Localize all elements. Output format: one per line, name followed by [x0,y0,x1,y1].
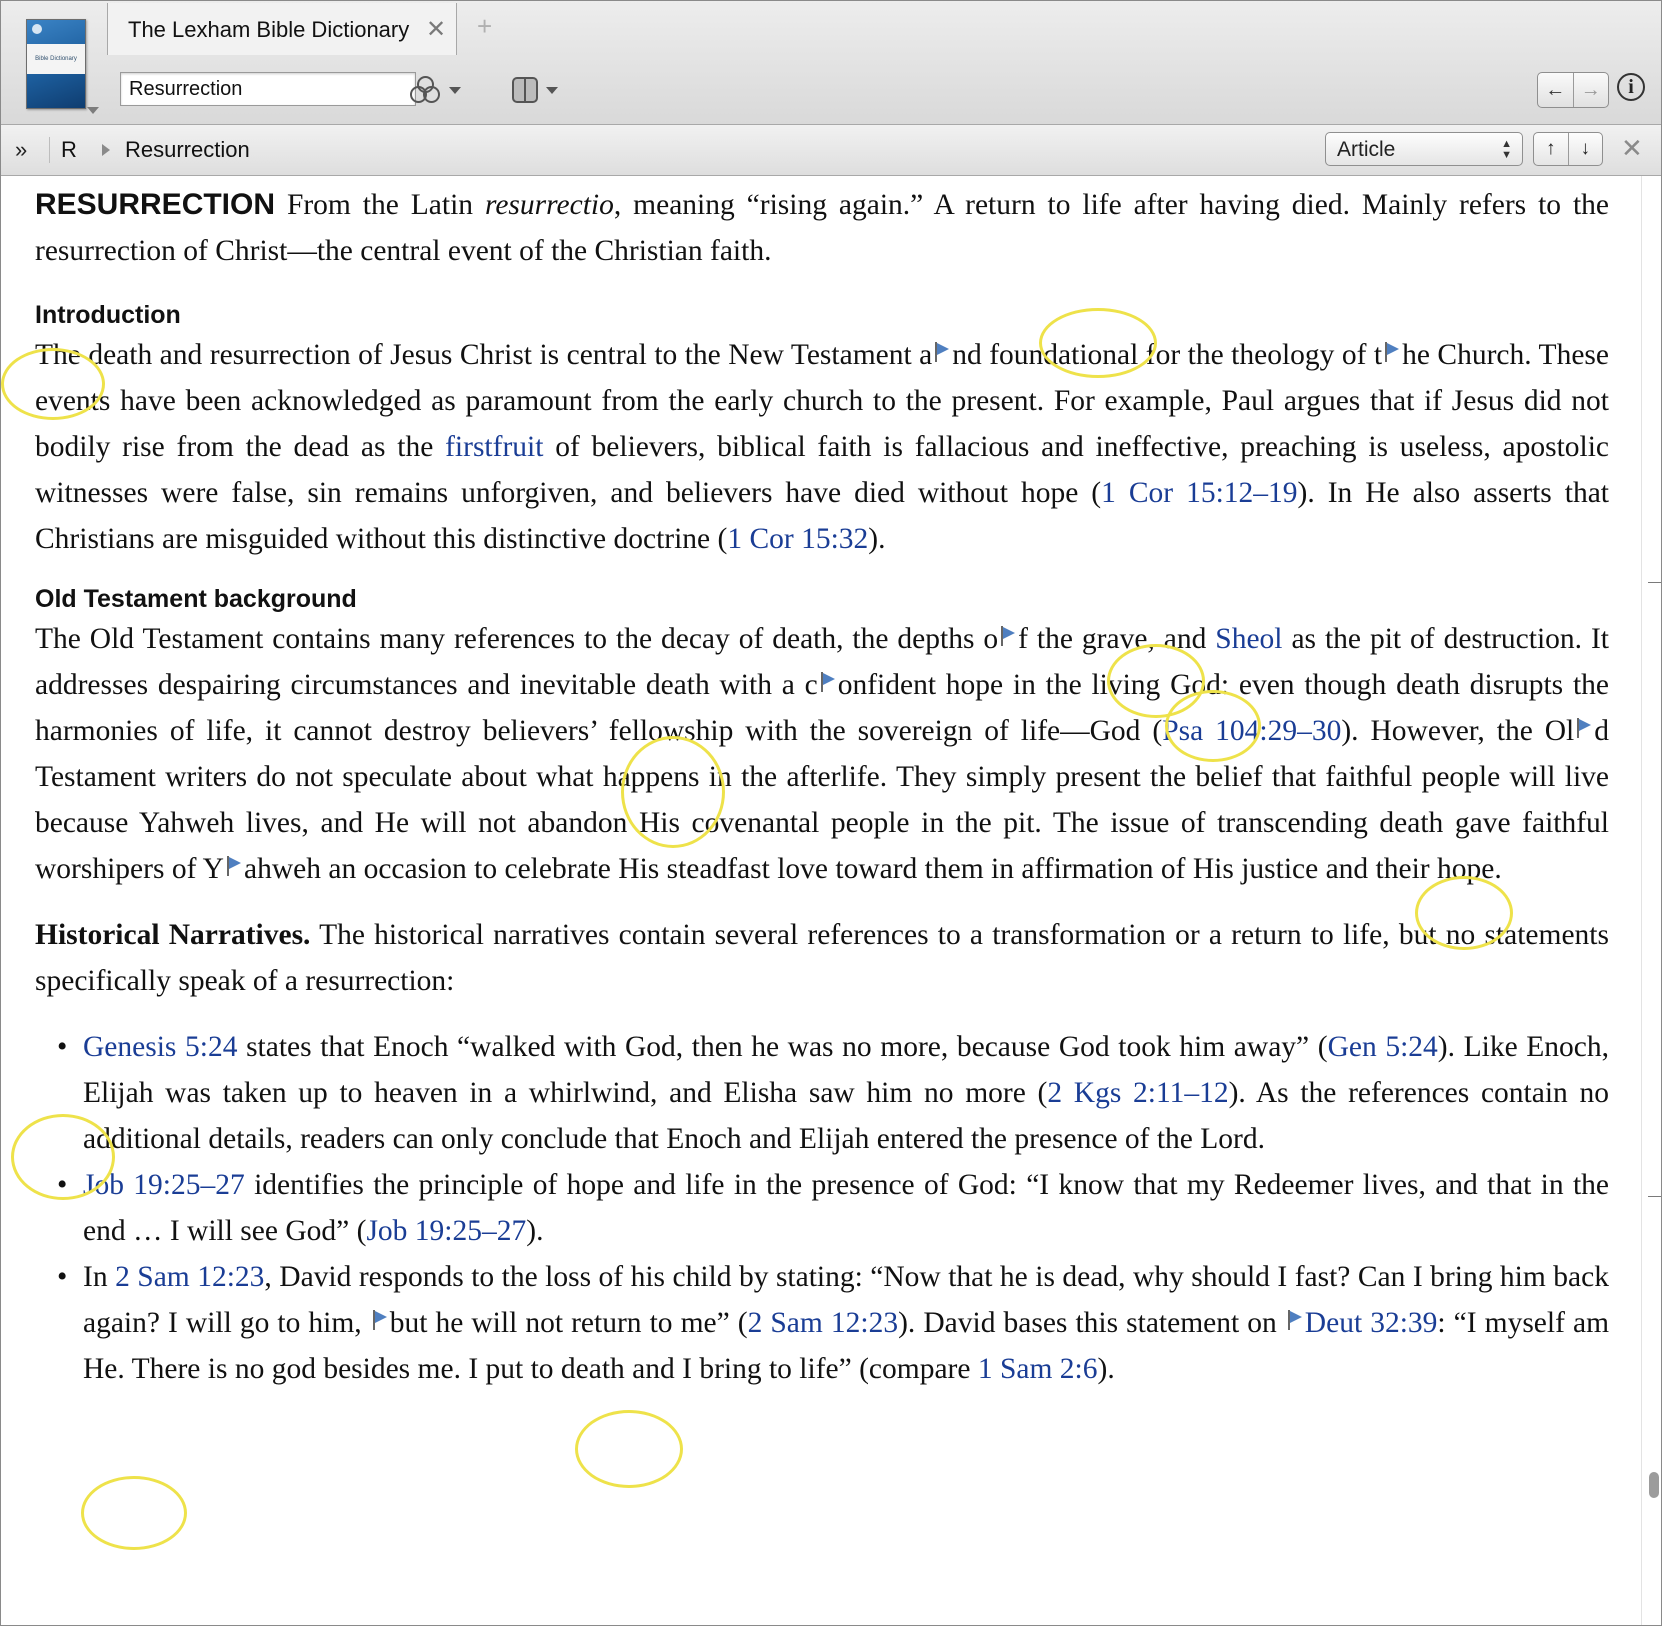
section-type-value: Article [1337,138,1396,161]
subheading-historical-narratives: Historical Narratives. [35,919,311,951]
flag-icon[interactable] [933,342,951,362]
section-type-select[interactable] [1325,132,1523,166]
previous-section-arrow-icon[interactable]: ↑ [1546,138,1556,159]
lede-latin: resurrectio [484,189,614,221]
heading-introduction: Introduction [35,301,181,329]
text-run: ). [1097,1353,1115,1385]
flag-icon[interactable] [999,626,1017,646]
cover-band [27,44,85,74]
toolbar-area [1,1,1661,125]
bullet: • [57,1261,68,1293]
text-run: ). However, the Ol [1341,715,1575,747]
text-run: The historical narratives contain several references to a transformation or a return to life, but no statements specifically speak of a resurrection: [35,919,1609,997]
bullet: • [57,1169,68,1201]
scrollbar[interactable] [1641,176,1662,1625]
list-item [35,1024,1609,1162]
highlight-ring [575,1410,683,1488]
bible-reference-link[interactable]: 2 Sam 12:23 [115,1261,265,1293]
scroll-thumb[interactable] [1649,1472,1659,1498]
paragraph-historical-narratives [35,912,1609,1004]
logo-icon [32,24,42,34]
text-run: nd foundational for the theology of t [952,339,1383,371]
tab-title: The Lexham Bible Dictionary [128,17,410,42]
text-run: ). David bases this statement on [898,1307,1285,1339]
text-run: ). In He also asserts that Christians are misguided without this distinctive doctrine ( [35,477,1609,555]
breadcrumb-chevron-right-icon [102,144,110,156]
resource-cover-image[interactable] [26,19,86,109]
tab-close-icon[interactable]: ✕ [426,16,447,43]
text-run: , David responds to the loss of his child by stating: “Now that he is dead, why should I fast? Can I bring him back again? I will go to him, [83,1261,1609,1339]
divider [49,137,50,163]
scroll-marker [1648,582,1662,583]
flag-icon[interactable] [1286,1310,1304,1330]
bible-reference-link[interactable]: Genesis 5:24 [83,1031,238,1063]
list-item [35,1162,1609,1254]
paragraph-old-testament [35,616,1609,892]
history-nav [1537,72,1609,108]
bible-reference-link[interactable]: Job 19:25–27 [366,1215,527,1247]
text-run: he Church. These events have been acknowledged as paramount from the early church to the present. For example, Paul argues that if Jesus did not bodily rise from the dead as the [35,339,1609,463]
article-lede [35,182,1609,274]
tab-strip [107,1,1661,55]
list-item [35,1254,1609,1392]
text-run: The Old Testament contains many references to the decay of death, the depths o [35,623,999,655]
tab-lexham-bible-dictionary[interactable] [107,3,457,55]
forward-arrow-icon[interactable]: → [1573,73,1609,107]
bible-reference-link[interactable]: 1 Cor 15:12–19 [1101,477,1298,509]
back-arrow-icon[interactable]: ← [1545,78,1566,101]
flag-icon[interactable] [819,672,837,692]
section-stepper [1533,132,1603,166]
flag-icon[interactable] [225,856,243,876]
flag-icon[interactable] [371,1310,389,1330]
text-run: The death and resurrection of Jesus Christ is central to the New Testament a [35,339,933,371]
breadcrumb [1,125,1661,176]
bible-reference-link[interactable]: 2 Kgs 2:11–12 [1047,1077,1229,1109]
text-run: ). [868,523,886,555]
entry-word: RESURRECTION [35,188,276,221]
close-icon[interactable]: ✕ [1621,133,1643,163]
text-run: In [83,1261,116,1293]
bullet: • [57,1031,68,1063]
lede-text: , meaning “rising again.” A return to life after having died. Mainly refers to the resurrection of Christ—the central event of the Christian faith. [35,189,1609,267]
bible-reference-link[interactable]: Gen 5:24 [1327,1031,1438,1063]
text-run: ). [526,1215,544,1247]
panel-layout-button[interactable] [512,73,558,107]
text-run: states that Enoch “walked with God, then he was no more, because God took him away” ( [237,1031,1328,1063]
expand-toc-icon[interactable]: » [15,137,28,162]
visual-filter-button[interactable] [409,73,461,107]
lede-text: From the Latin [275,189,485,221]
text-run: f the grave, and [1018,623,1216,655]
next-section-arrow-icon[interactable]: ↓ [1568,133,1603,165]
panel-layout-icon [512,77,538,103]
narratives-list [35,1024,1609,1392]
info-icon[interactable]: i [1617,73,1645,101]
cover-menu-chevron-down-icon[interactable] [87,107,99,114]
breadcrumb-item-current[interactable]: Resurrection [125,137,250,162]
link-sheol[interactable]: Sheol [1215,623,1283,655]
new-tab-plus-icon[interactable]: + [477,11,493,41]
text-run: identifies the principle of hope and life in the presence of God: “I know that my Redeemer lives, and that in the end … I will see God” ( [83,1169,1609,1247]
text-run: as the pit of destruction. It addresses despairing circumstances and inevitable death with a c [35,623,1609,701]
text-run: onfident hope in the living God: even though death disrupts the harmonies of life, it cannot destroy believers’ fellowship with the sovereign of life—God ( [35,669,1609,747]
visual-filters-icon [409,75,441,105]
text-run: : “I myself am He. There is no god besides me. I put to death and I bring to life” (compare [83,1307,1610,1385]
bible-reference-link[interactable]: 1 Sam 2:6 [977,1353,1098,1385]
flag-icon[interactable] [1575,718,1593,738]
flag-icon[interactable] [1383,342,1401,362]
bible-reference-link[interactable]: 1 Cor 15:32 [727,523,869,555]
bible-reference-link[interactable]: Psa 104:29–30 [1162,715,1342,747]
text-run: ). Like Enoch, Elijah was taken up to heaven in a whirlwind, and Elisha saw him no more ( [83,1031,1610,1109]
cover-title: Bible Dictionary [35,56,77,62]
bible-reference-link[interactable]: 2 Sam 12:23 [747,1307,899,1339]
paragraph-introduction [35,332,1609,562]
text-run: d Testament writers do not speculate about what happens in the afterlife. They simply present the belief that faithful people will live because Yahweh lives, and He will not abandon His covenantal people in the pit. The issue of transcending death gave faithful worshipers of Y [35,715,1609,885]
chevron-down-icon [449,87,461,94]
bible-reference-link[interactable]: Job 19:25–27 [83,1169,245,1201]
text-run: of believers, biblical faith is fallacious and ineffective, preaching is useless, apostolic witnesses were false, sin remains unforgiven, and believers have died without hope ( [35,431,1610,509]
reference-search-input[interactable] [120,72,416,106]
article-body [35,182,1609,1392]
text-run: ahweh an occasion to celebrate His steadfast love toward them in affirmation of His justice and their hope. [243,853,1502,885]
chevron-down-icon [546,87,558,94]
heading-old-testament-background: Old Testament background [35,585,357,613]
text-run: ). As the references contain no additional details, readers can only conclude that Enoch and Elijah entered the presence of the Lord. [83,1077,1609,1155]
text-run: but he will not return to me” ( [389,1307,748,1339]
highlight-ring [81,1476,187,1550]
link-firstfruit[interactable]: firstfruit [445,431,544,463]
article-content[interactable] [1,176,1641,1625]
breadcrumb-item-letter[interactable]: R [61,137,77,162]
select-updown-icon: ▲ ▼ [1501,138,1512,161]
bible-reference-link[interactable]: Deut 32:39 [1304,1307,1438,1339]
scroll-marker [1648,1196,1662,1197]
